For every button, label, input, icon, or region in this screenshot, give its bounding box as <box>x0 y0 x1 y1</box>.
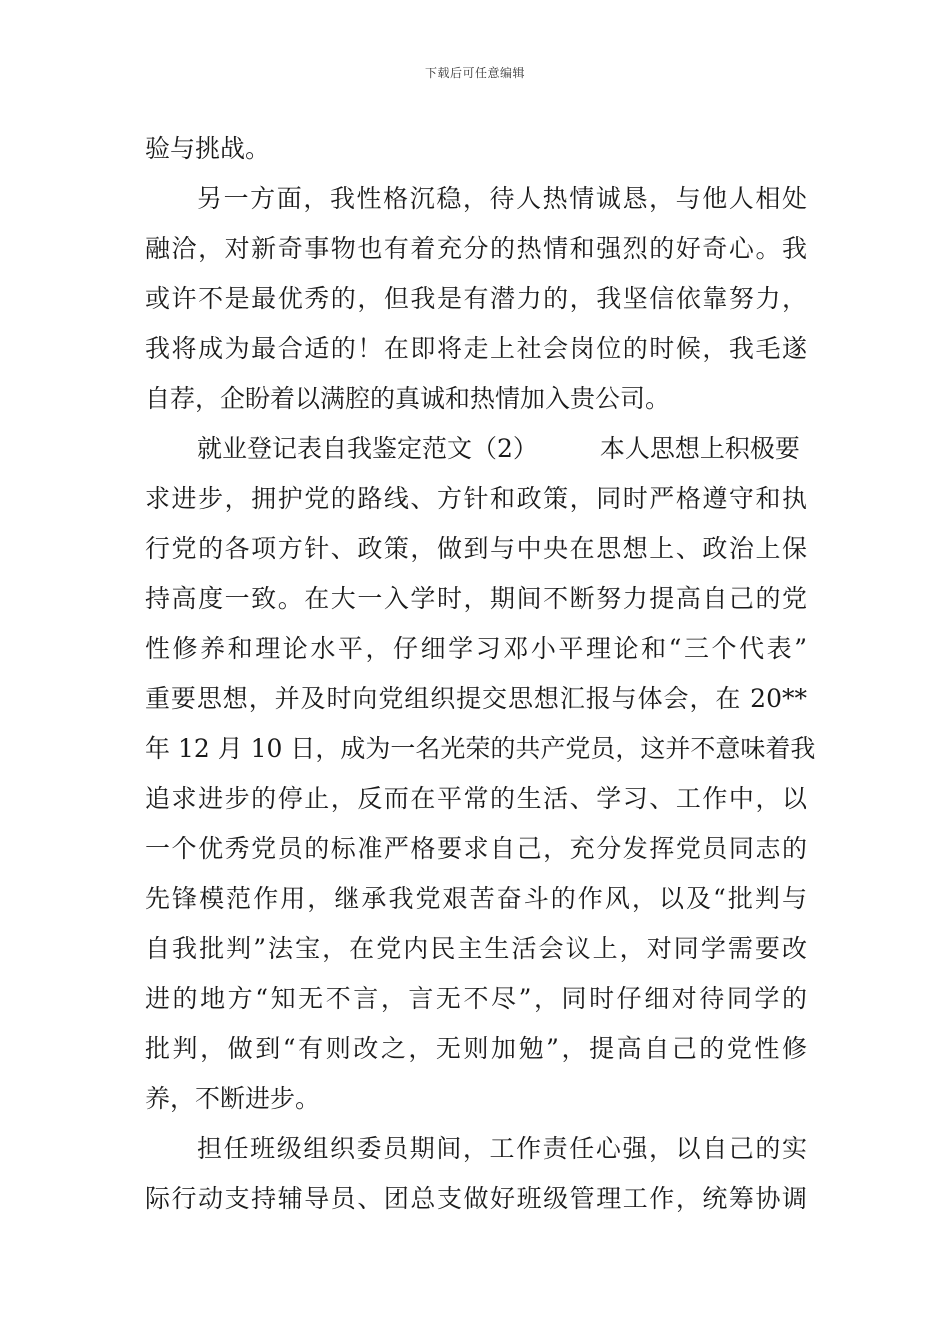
text-line: 担任班级组织委员期间，工作责任心强，以自己的实 <box>197 1134 807 1163</box>
text-line: 我将成为最合适的！在即将走上社会岗位的时候，我毛遂 <box>145 334 807 363</box>
text-line: 求进步，拥护党的路线、方针和政策，同时严格遵守和执 <box>145 484 807 513</box>
text-line: 验与挑战。 <box>145 134 271 163</box>
paragraph-start: 本人思想上积极要 <box>599 434 800 463</box>
text-line: 性修养和理论水平，仔细学习邓小平理论和“三个代表” <box>145 634 807 663</box>
text-line: 追求进步的停止，反而在平常的生活、学习、工作中，以 <box>145 784 807 813</box>
text-line: 或许不是最优秀的，但我是有潜力的，我坚信依靠努力， <box>145 284 807 313</box>
text-line: 自荐，企盼着以满腔的真诚和热情加入贵公司。 <box>145 384 671 413</box>
text-line: 进的地方“知无不言，言无不尽”，同时仔细对待同学的 <box>145 984 807 1013</box>
text-line: 持高度一致。在大一入学时，期间不断努力提高自己的党 <box>145 584 807 613</box>
text-line: 自我批判”法宝，在党内民主生活会议上，对同学需要改 <box>145 934 807 963</box>
section-heading-line <box>145 424 807 474</box>
text-line: 养，不断进步。 <box>145 1084 321 1113</box>
page-header: 下载后可任意编辑 <box>424 66 525 80</box>
document-body <box>145 124 816 1224</box>
text-line: 年 12 月 10 日，成为一名光荣的共产党员，这并不意味着我 <box>145 734 816 763</box>
section-heading: 就业登记表自我鉴定范文（2） <box>197 434 538 463</box>
text-line: 另一方面，我性格沉稳，待人热情诚恳，与他人相处 <box>197 184 807 213</box>
text-line: 先锋模范作用，继承我党艰苦奋斗的作风，以及“批判与 <box>145 884 807 913</box>
text-line: 行党的各项方针、政策，做到与中央在思想上、政治上保 <box>145 534 807 563</box>
text-line: 批判，做到“有则改之，无则加勉”，提高自己的党性修 <box>145 1034 807 1063</box>
text-line: 融洽，对新奇事物也有着充分的热情和强烈的好奇心。我 <box>145 234 807 263</box>
text-line: 际行动支持辅导员、团总支做好班级管理工作，统筹协调 <box>145 1184 807 1213</box>
text-line: 重要思想，并及时向党组织提交思想汇报与体会，在 20** <box>145 684 807 713</box>
text-line: 一个优秀党员的标准严格要求自己，充分发挥党员同志的 <box>145 834 807 863</box>
